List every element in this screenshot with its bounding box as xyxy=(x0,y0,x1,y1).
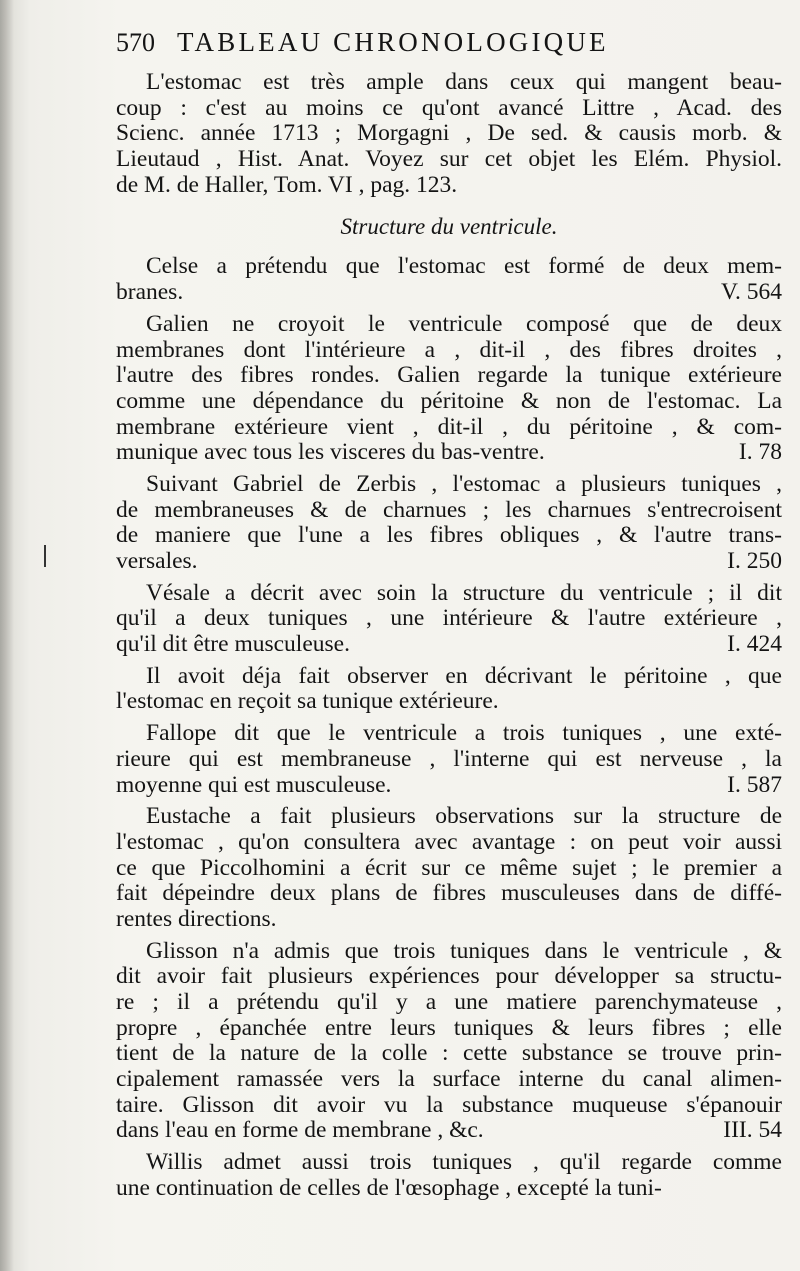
text-line xyxy=(116,1150,782,1176)
text-line xyxy=(116,363,782,389)
line-text: membranes dont l'intérieure a , dit-il , des fibres droites , xyxy=(116,336,782,363)
paragraph xyxy=(116,581,782,658)
text-line xyxy=(116,498,782,524)
page-header xyxy=(116,27,782,70)
text-line: coup : c'est au moins ce qu'ont avancé Littre , Acad. des xyxy=(116,94,782,121)
text-line xyxy=(116,1093,782,1119)
line-text: qu'il a deux tuniques , une intérieure & l'autre extérieure , xyxy=(116,605,782,632)
text-line xyxy=(116,312,782,338)
text-line xyxy=(116,804,782,830)
text-line xyxy=(116,1016,782,1042)
paragraph xyxy=(116,939,782,1145)
text-line xyxy=(116,632,782,658)
line-text: Eustache a fait plusieurs observations sur la structure de xyxy=(146,803,782,830)
text-line xyxy=(116,581,782,607)
line-text: branes. xyxy=(116,279,184,306)
line-text: ce que Piccolhomini a écrit sur ce même sujet ; le premier a xyxy=(116,854,782,881)
line-text: qu'il dit être musculeuse. xyxy=(116,631,350,658)
text-line xyxy=(116,415,782,441)
text-line xyxy=(116,523,782,549)
paragraph xyxy=(116,804,782,932)
text-line xyxy=(116,338,782,364)
page-text xyxy=(116,27,782,1208)
text-line xyxy=(116,964,782,990)
text-line xyxy=(116,939,782,965)
line-text: Vésale a décrit avec soin la structure du ventricule ; il dit xyxy=(146,579,782,606)
line-text: versales. xyxy=(116,548,198,574)
volume-page-reference: I. 587 xyxy=(727,771,782,798)
line-text: une continuation de celles de l'œsophage , excepté la tuni- xyxy=(116,1174,662,1201)
paragraph-gap xyxy=(116,1202,782,1208)
line-text: fait dépeindre deux plans de fibres musculeuses dans de diffé- xyxy=(116,880,782,907)
line-text: Glisson n'a admis que trois tuniques dans le ventricule , & xyxy=(146,937,782,964)
intro-paragraph xyxy=(116,70,782,198)
line-text: rentes directions. xyxy=(116,905,277,932)
line-text: Willis admet aussi trois tuniques , qu'il regarde comme xyxy=(146,1149,782,1176)
line-text: l'estomac , qu'on consultera avec avantage : on peut voir aussi xyxy=(116,828,782,855)
line-text: de membraneuses & de charnues ; les charnues s'entrecroisent xyxy=(116,496,782,523)
binding-shadow xyxy=(0,0,14,1271)
line-text: re ; il a prétendu qu'il y a une matiere parenchymateuse , xyxy=(116,989,782,1015)
line-text: taire. Glisson dit avoir vu la substance muqueuse s'épanouir xyxy=(116,1091,782,1118)
text-line xyxy=(116,721,782,747)
paragraph xyxy=(116,721,782,798)
text-line xyxy=(116,664,782,690)
margin-mark xyxy=(44,545,46,567)
text-line xyxy=(116,830,782,856)
paragraph xyxy=(116,254,782,305)
text-line xyxy=(116,254,782,280)
line-text: Celse a prétendu que l'estomac est formé de deux mem- xyxy=(146,253,782,280)
line-text: munique avec tous les visceres du bas-ventre. xyxy=(116,439,545,466)
text-line xyxy=(116,747,782,773)
text-line: Lieutaud , Hist. Anat. Voyez sur cet objet les Elém. Physiol. xyxy=(116,146,782,173)
line-text: dans l'eau en forme de membrane , &c. xyxy=(116,1117,484,1144)
text-line xyxy=(116,881,782,907)
text-line: Scienc. année 1713 ; Morgagni , De sed. & causis morb. & xyxy=(116,120,782,147)
paragraph xyxy=(116,472,782,575)
text-line xyxy=(116,990,782,1016)
text-line xyxy=(116,689,782,715)
line-text: propre , épanchée entre leurs tuniques & leurs fibres ; elle xyxy=(116,1014,782,1041)
line-text: l'estomac en reçoit sa tunique extérieure. xyxy=(116,688,499,715)
line-text: cipalement ramassée vers la surface interne du canal alimen- xyxy=(116,1066,782,1093)
paragraph xyxy=(116,1150,782,1201)
volume-page-reference: V. 564 xyxy=(721,279,782,306)
text-line xyxy=(116,1176,782,1202)
text-line xyxy=(116,389,782,415)
line-text: tient de la nature de la colle : cette substance se trouve prin- xyxy=(116,1040,782,1067)
text-line xyxy=(116,856,782,882)
text-line xyxy=(116,1067,782,1093)
line-text: l'autre des fibres rondes. Galien regarde la tunique extérieure xyxy=(116,362,782,389)
text-line xyxy=(116,280,782,306)
paragraph xyxy=(116,312,782,466)
text-line xyxy=(116,773,782,799)
line-text: moyenne qui est musculeuse. xyxy=(116,771,392,798)
text-line xyxy=(116,1118,782,1144)
volume-page-reference: I. 78 xyxy=(738,439,782,466)
text-line xyxy=(116,440,782,466)
text-line: de M. de Haller, Tom. VI , pag. 123. xyxy=(116,171,458,198)
volume-page-reference: III. 54 xyxy=(723,1117,782,1144)
line-text: Il avoit déja fait observer en décrivant le péritoine , que xyxy=(146,662,782,689)
running-title: TABLEAU CHRONOLOGIQUE xyxy=(177,27,609,57)
text-line xyxy=(116,1041,782,1067)
line-text: rieure qui est membraneuse , l'interne qui est nerveuse , la xyxy=(116,745,782,772)
line-text: Suivant Gabriel de Zerbis , l'estomac a plusieurs tuniques , xyxy=(146,470,782,497)
text-line xyxy=(116,549,782,575)
line-text: Galien ne croyoit le ventricule composé que de deux xyxy=(146,310,782,337)
body-paragraphs xyxy=(116,254,782,1207)
line-text: dit avoir fait plusieurs expériences pour développer sa structu- xyxy=(116,963,782,990)
page-number: 570 xyxy=(116,28,155,57)
section-heading: Structure du ventricule. xyxy=(340,214,558,240)
line-text: Fallope dit que le ventricule a trois tuniques , une exté- xyxy=(146,720,782,747)
line-text: comme une dépendance du péritoine & non de l'estomac. La xyxy=(116,387,782,414)
text-line xyxy=(116,907,782,933)
line-text: de maniere que l'une a les fibres obliques , & l'autre trans- xyxy=(116,522,782,549)
volume-page-reference: I. 250 xyxy=(727,548,782,574)
line-text: membrane extérieure vient , dit-il , du péritoine , & com- xyxy=(116,413,782,440)
text-line xyxy=(116,472,782,498)
text-line xyxy=(116,606,782,632)
paragraph xyxy=(116,664,782,715)
text-line: L'estomac est très ample dans ceux qui mangent beau- xyxy=(146,69,782,95)
volume-page-reference: I. 424 xyxy=(727,631,782,658)
